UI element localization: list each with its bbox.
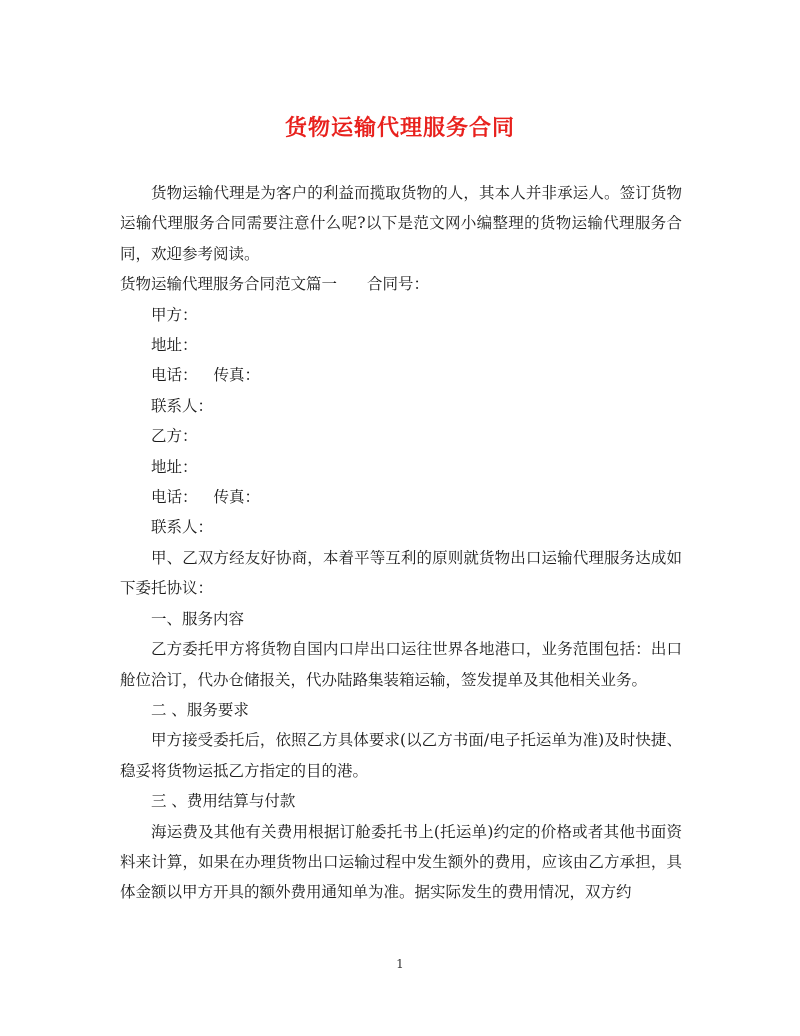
party-b-label: 乙方：	[151, 427, 198, 446]
intro-paragraph: 货物运输代理是为客户的利益而揽取货物的人，其本人并非承运人。签订货物运输代理服务合同需要注意什么呢?以下是范文网小编整理的货物运输代理服务合同，欢迎参考阅读。	[120, 184, 682, 263]
party-a-phone: 电话：	[151, 366, 198, 385]
sample-heading-line	[120, 269, 682, 299]
party-a-fax: 传真：	[213, 366, 261, 385]
party-a-address: 地址：	[151, 336, 198, 355]
document-title: 货物运输代理服务合同	[284, 115, 515, 141]
party-b-phone-fax	[120, 482, 682, 512]
party-b-contact: 联系人：	[151, 518, 214, 537]
contract-number-label: 合同号：	[367, 275, 430, 294]
section-2-text: 甲方接受委托后，依照乙方具体要求(以乙方书面/电子托运单为准)及时快捷、稳妥将货物运抵乙方指定的目的港。	[120, 731, 682, 780]
party-b-phone: 电话：	[151, 488, 198, 507]
document-body	[120, 178, 682, 908]
section-2-title: 二 、服务要求	[151, 700, 249, 719]
party-b-address: 地址：	[151, 457, 198, 476]
page-number: 1	[396, 957, 404, 971]
section-3-text: 海运费及其他有关费用根据订舱委托书上(托运单)约定的价格或者其他书面资料来计算，如果在办理货物出口运输过程中发生额外的费用，应该由乙方承担，具体金额以甲方开具的额外费用通知单为准。据实际发生的费用情况，双方约	[120, 822, 682, 902]
agreement-intro: 甲、乙双方经友好协商，本着平等互利的原则就货物出口运输代理服务达成如下委托协议：	[120, 548, 682, 598]
party-a-contact: 联系人：	[151, 396, 214, 415]
party-a-phone-fax	[120, 360, 682, 390]
section-3-title: 三 、费用结算与付款	[151, 792, 296, 811]
section-1-title: 一、服务内容	[151, 609, 245, 628]
party-a-label: 甲方：	[151, 305, 198, 324]
sample-heading: 货物运输代理服务合同范文篇一	[120, 275, 338, 294]
section-1-text: 乙方委托甲方将货物自国内口岸出口运往世界各地港口，业务范围包括：出口舱位洽订，代办仓储报关，代办陆路集装箱运输，签发提单及其他相关业务。	[120, 640, 682, 689]
party-b-fax: 传真：	[213, 488, 261, 507]
